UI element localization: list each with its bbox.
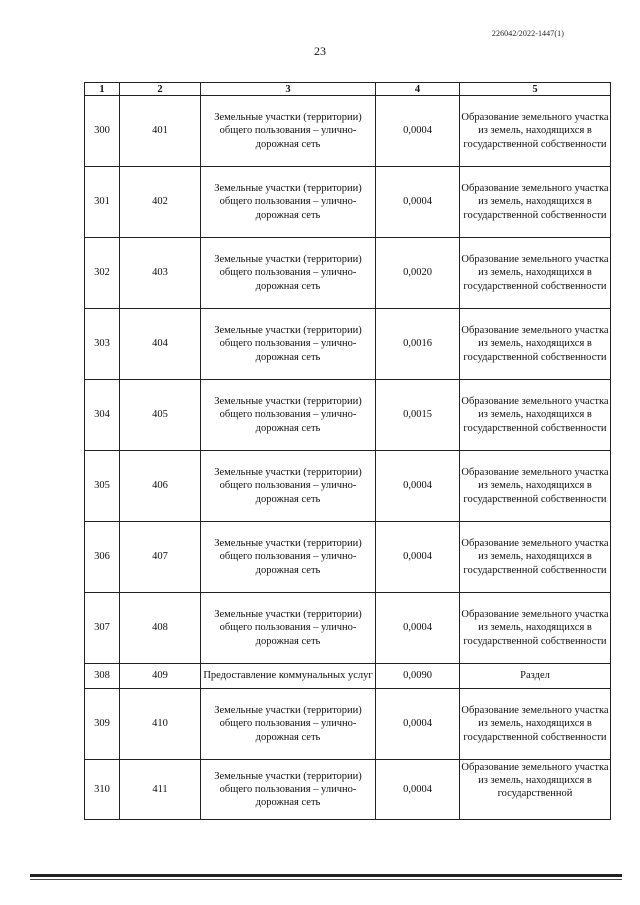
row-number-cell: 309 — [85, 689, 120, 760]
plot-type-cell: Земельные участки (территории) общего пользования – улично-дорожная сеть — [201, 760, 376, 820]
column-header: 2 — [120, 83, 201, 96]
area-cell: 0,0004 — [376, 96, 460, 167]
table-row — [85, 380, 611, 451]
page-bottom-rule-thin — [30, 879, 622, 880]
formation-method-cell: Образование земельного участка из земель, находящихся в государственной собственности — [460, 167, 611, 238]
plot-type-cell: Земельные участки (территории) общего пользования – улично-дорожная сеть — [201, 309, 376, 380]
formation-method-cell: Образование земельного участка из земель, находящихся в государственной собственности — [460, 309, 611, 380]
table-row — [85, 167, 611, 238]
formation-method-cell — [460, 760, 611, 820]
formation-method-cell: Образование земельного участка из земель, находящихся в государственной собственности — [460, 96, 611, 167]
row-number-cell: 301 — [85, 167, 120, 238]
plot-type-cell: Земельные участки (территории) общего пользования – улично-дорожная сеть — [201, 238, 376, 309]
area-cell: 0,0090 — [376, 664, 460, 689]
area-cell: 0,0004 — [376, 167, 460, 238]
formation-method-cell: Раздел — [460, 664, 611, 689]
table-row — [85, 96, 611, 167]
table-row — [85, 689, 611, 760]
plot-type-cell: Земельные участки (территории) общего пользования – улично-дорожная сеть — [201, 522, 376, 593]
area-cell: 0,0004 — [376, 451, 460, 522]
plot-type-cell: Земельные участки (территории) общего пользования – улично-дорожная сеть — [201, 689, 376, 760]
column-header: 1 — [85, 83, 120, 96]
plot-id-cell: 407 — [120, 522, 201, 593]
plot-type-cell: Земельные участки (территории) общего пользования – улично-дорожная сеть — [201, 167, 376, 238]
formation-method-text: Образование земельного участка из земель, находящихся в государственной — [461, 762, 609, 800]
table-row — [85, 664, 611, 689]
column-header: 3 — [201, 83, 376, 96]
column-header: 4 — [376, 83, 460, 96]
formation-method-cell: Образование земельного участка из земель, находящихся в государственной собственности — [460, 689, 611, 760]
table-row — [85, 309, 611, 380]
plot-type-cell: Земельные участки (территории) общего пользования – улично-дорожная сеть — [201, 96, 376, 167]
plot-type-cell: Земельные участки (территории) общего пользования – улично-дорожная сеть — [201, 380, 376, 451]
plot-type-cell: Земельные участки (территории) общего пользования – улично-дорожная сеть — [201, 593, 376, 664]
plot-type-cell: Предоставление коммунальных услуг — [201, 664, 376, 689]
formation-method-cell: Образование земельного участка из земель, находящихся в государственной собственности — [460, 593, 611, 664]
plot-id-cell: 410 — [120, 689, 201, 760]
page-bottom-rule — [30, 874, 622, 877]
row-number-cell: 303 — [85, 309, 120, 380]
plot-type-cell: Земельные участки (территории) общего пользования – улично-дорожная сеть — [201, 451, 376, 522]
area-cell: 0,0004 — [376, 760, 460, 820]
page-number: 23 — [314, 44, 326, 58]
table-row — [85, 451, 611, 522]
row-number-cell: 305 — [85, 451, 120, 522]
table-row — [85, 238, 611, 309]
area-cell: 0,0016 — [376, 309, 460, 380]
table-row — [85, 593, 611, 664]
plot-id-cell: 404 — [120, 309, 201, 380]
area-cell: 0,0004 — [376, 689, 460, 760]
table-row — [85, 522, 611, 593]
land-plots-table — [84, 82, 611, 820]
table-row — [85, 760, 611, 820]
plot-id-cell: 405 — [120, 380, 201, 451]
formation-method-cell: Образование земельного участка из земель, находящихся в государственной собственности — [460, 380, 611, 451]
row-number-cell: 302 — [85, 238, 120, 309]
row-number-cell: 304 — [85, 380, 120, 451]
area-cell: 0,0004 — [376, 522, 460, 593]
row-number-cell: 310 — [85, 760, 120, 820]
table-header-row — [85, 83, 611, 96]
plot-id-cell: 411 — [120, 760, 201, 820]
plot-id-cell: 402 — [120, 167, 201, 238]
area-cell: 0,0020 — [376, 238, 460, 309]
plot-id-cell: 401 — [120, 96, 201, 167]
plot-id-cell: 408 — [120, 593, 201, 664]
area-cell: 0,0015 — [376, 380, 460, 451]
column-header: 5 — [460, 83, 611, 96]
plot-id-cell: 409 — [120, 664, 201, 689]
row-number-cell: 308 — [85, 664, 120, 689]
area-cell: 0,0004 — [376, 593, 460, 664]
formation-method-cell: Образование земельного участка из земель, находящихся в государственной собственности — [460, 238, 611, 309]
document-registration-number: 226042/2022-1447(1) — [491, 29, 564, 38]
row-number-cell: 300 — [85, 96, 120, 167]
formation-method-cell: Образование земельного участка из земель, находящихся в государственной собственности — [460, 522, 611, 593]
formation-method-cell: Образование земельного участка из земель, находящихся в государственной собственности — [460, 451, 611, 522]
row-number-cell: 307 — [85, 593, 120, 664]
plot-id-cell: 406 — [120, 451, 201, 522]
row-number-cell: 306 — [85, 522, 120, 593]
plot-id-cell: 403 — [120, 238, 201, 309]
